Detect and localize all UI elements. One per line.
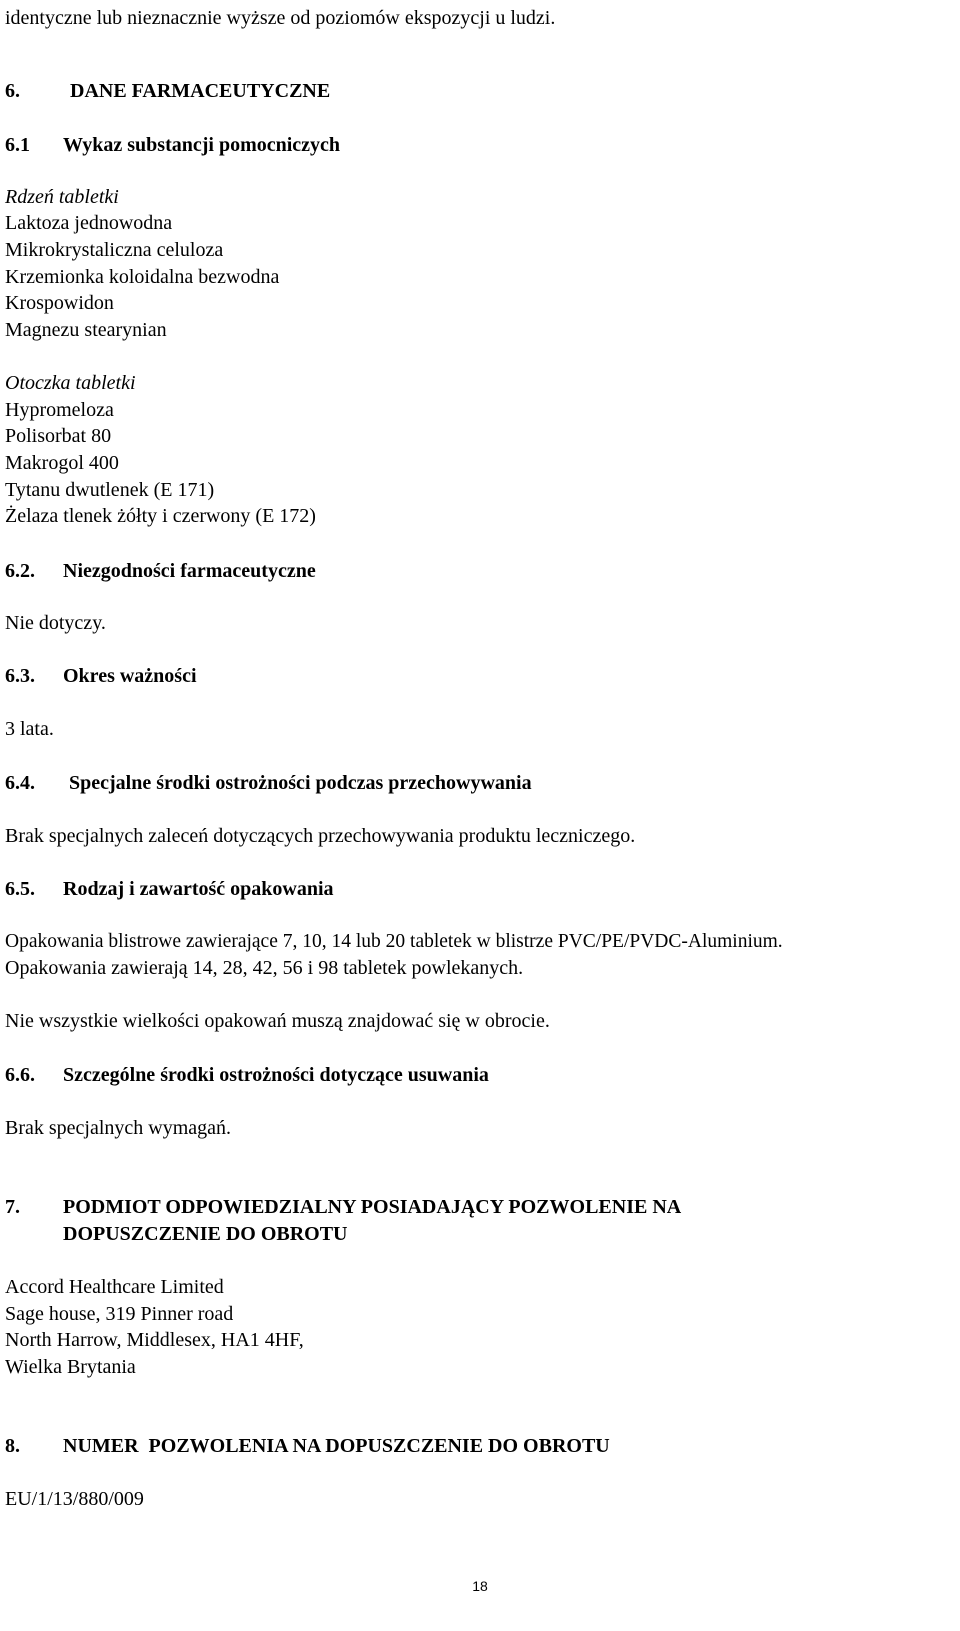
- coat-item: Hypromeloza: [5, 399, 114, 421]
- address-line: Accord Healthcare Limited: [5, 1276, 224, 1298]
- section-7-number: 7.: [5, 1196, 20, 1218]
- section-6-title: DANE FARMACEUTYCZNE: [70, 80, 331, 102]
- core-item: Krzemionka koloidalna bezwodna: [5, 266, 280, 288]
- section-6-3-number: 6.3.: [5, 665, 35, 687]
- section-6-2-text: Nie dotyczy.: [5, 612, 106, 634]
- section-6-4-number: 6.4.: [5, 772, 35, 794]
- core-item: Magnezu stearynian: [5, 319, 167, 341]
- address-line: Sage house, 319 Pinner road: [5, 1303, 234, 1325]
- section-6-5-number: 6.5.: [5, 878, 35, 900]
- section-6-3-title: Okres ważności: [63, 665, 197, 687]
- core-item: Krospowidon: [5, 292, 114, 314]
- section-6-6-title: Szczególne środki ostrożności dotyczące usuwania: [63, 1064, 489, 1086]
- section-8-title: NUMER POZWOLENIA NA DOPUSZCZENIE DO OBROTU: [63, 1435, 610, 1457]
- section-6-5-title: Rodzaj i zawartość opakowania: [63, 878, 334, 900]
- section-6-1-number: 6.1: [5, 134, 30, 156]
- core-item: Laktoza jednowodna: [5, 212, 173, 234]
- section-6-5-paragraph-2: Opakowania zawierają 14, 28, 42, 56 i 98 tabletek powlekanych.: [5, 957, 524, 979]
- section-6-5-paragraph-1: Opakowania blistrowe zawierające 7, 10, 14 lub 20 tabletek w blistrze PVC/PE/PVDC-Aluminium.: [5, 931, 783, 952]
- coat-item: Polisorbat 80: [5, 425, 112, 447]
- coat-item: Makrogol 400: [5, 452, 119, 474]
- section-7-title-line-2: DOPUSZCZENIE DO OBROTU: [63, 1223, 348, 1245]
- address-line: Wielka Brytania: [5, 1356, 136, 1378]
- section-6-2-number: 6.2.: [5, 560, 35, 582]
- intro-line: identyczne lub nieznacznie wyższe od poziomów ekspozycji u ludzi.: [5, 7, 556, 29]
- section-6-4-title: Specjalne środki ostrożności podczas przechowywania: [69, 772, 532, 794]
- section-6-4-text: Brak specjalnych zaleceń dotyczących przechowywania produktu leczniczego.: [5, 825, 636, 847]
- section-6-5-paragraph-3: Nie wszystkie wielkości opakowań muszą znajdować się w obrocie.: [5, 1010, 550, 1032]
- coat-heading: Otoczka tabletki: [5, 372, 136, 394]
- section-6-number: 6.: [5, 80, 20, 102]
- address-line: North Harrow, Middlesex, HA1 4HF,: [5, 1329, 304, 1351]
- page-number: 18: [472, 1578, 488, 1594]
- section-6-3-text: 3 lata.: [5, 718, 54, 740]
- section-6-6-number: 6.6.: [5, 1064, 35, 1086]
- section-6-1-title: Wykaz substancji pomocniczych: [63, 134, 341, 156]
- section-6-2-title: Niezgodności farmaceutyczne: [63, 560, 316, 582]
- core-item: Mikrokrystaliczna celuloza: [5, 239, 224, 261]
- core-heading: Rdzeń tabletki: [5, 186, 119, 208]
- authorization-number: EU/1/13/880/009: [5, 1488, 144, 1510]
- section-7-title-line-1: PODMIOT ODPOWIEDZIALNY POSIADAJĄCY POZWOLENIE NA: [63, 1196, 682, 1218]
- section-6-6-text: Brak specjalnych wymagań.: [5, 1117, 232, 1139]
- coat-item: Tytanu dwutlenek (E 171): [5, 479, 215, 501]
- section-8-number: 8.: [5, 1435, 20, 1457]
- coat-item: Żelaza tlenek żółty i czerwony (E 172): [5, 505, 316, 527]
